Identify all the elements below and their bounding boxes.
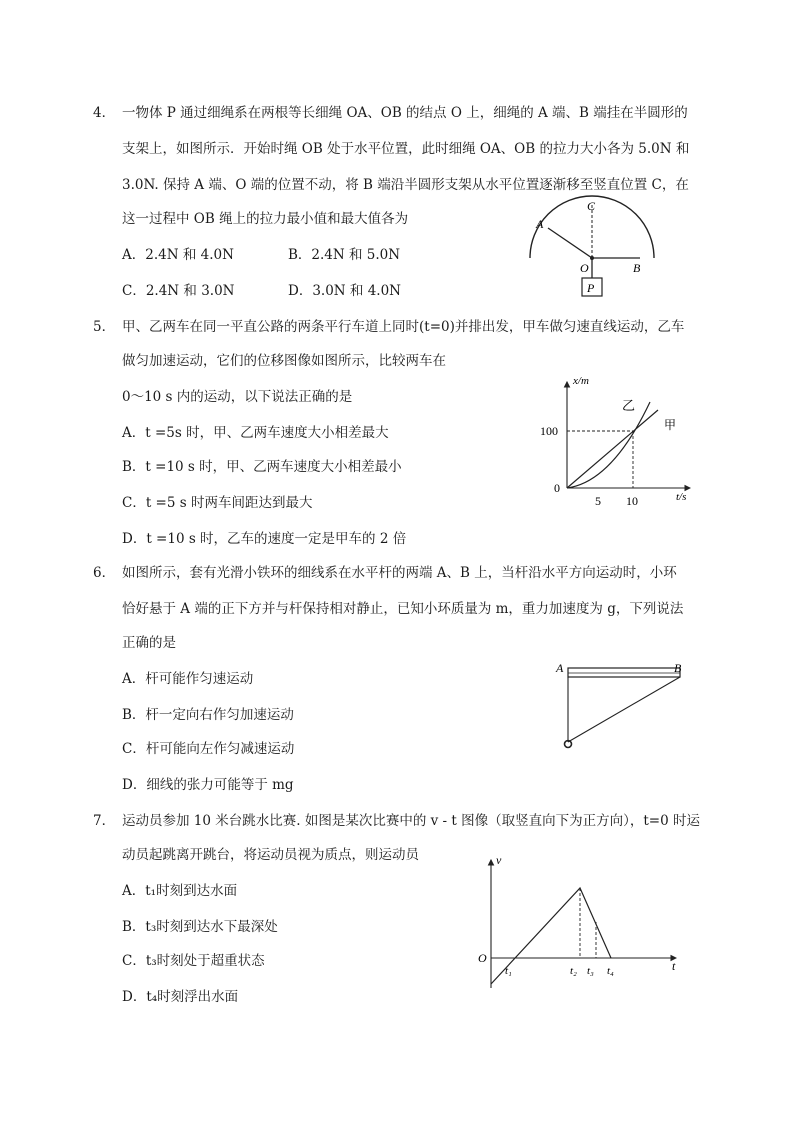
y-tick-100: 100 — [540, 424, 558, 438]
v-axis-label: v — [496, 853, 502, 867]
q4-line-2: 支架上，如图所示．开始时绳 OB 处于水平位置，此时细绳 OA、OB 的拉力大小各为 5.0N 和 — [122, 141, 690, 157]
q5-option-a: A．t =5s 时，甲、乙两车速度大小相差最大 — [122, 425, 389, 441]
tick-t1: t₁ — [505, 965, 512, 977]
label-p: P — [587, 281, 595, 295]
q4-line-3: 3.0N. 保持 A 端、O 端的位置不动，将 B 端沿半圆形支架从水平位置逐渐移至竖直位置 C，在 — [122, 177, 689, 193]
q7-line-2: 动员起跳离开跳台，将运动员视为质点，则运动员 — [122, 847, 419, 863]
x-tick-5: 5 — [595, 494, 601, 508]
q4-option-c: C．2.4N 和 3.0N — [122, 283, 235, 299]
q6-option-d: D．细线的张力可能等于 mg — [122, 777, 294, 793]
t-axis-label: t — [672, 959, 676, 973]
q6-option-c: C．杆可能向左作匀减速运动 — [122, 741, 295, 757]
q5-option-b: B．t =10 s 时，甲、乙两车速度大小相差最小 — [122, 459, 402, 475]
tick-t3: t₃ — [587, 965, 594, 977]
thread-to-b — [568, 677, 680, 742]
q5-option-c: C．t =5 s 时两车间距达到最大 — [122, 495, 313, 511]
q7-number: 7． — [93, 813, 116, 829]
q7-line-1: 运动员参加 10 米台跳水比赛. 如图是某次比赛中的 v - t 图像（取竖直向下为正方向），t=0 时运 — [122, 813, 700, 829]
label-a: A — [556, 661, 564, 675]
q5-line-1: 甲、乙两车在同一平直公路的两条平行车道上同时(t=0)并排出发，甲车做匀速直线运动，乙车 — [122, 319, 685, 335]
origin-label: O — [478, 951, 487, 965]
q4-option-a: A．2.4N 和 4.0N — [122, 247, 234, 263]
q4-number: 4． — [93, 105, 116, 121]
series-yi-curve — [567, 402, 650, 488]
label-yi: 乙 — [622, 398, 636, 413]
label-o: O — [580, 261, 589, 275]
q6-figure — [552, 660, 692, 755]
q7-figure — [476, 852, 686, 992]
label-jia: 甲 — [664, 418, 677, 432]
q6-line-3: 正确的是 — [122, 635, 176, 651]
q6-option-a: A．杆可能作匀速运动 — [122, 671, 254, 687]
q4-line-4: 这一过程中 OB 绳上的拉力最小值和最大值各为 — [122, 211, 409, 227]
q7-option-d: D．t₄时刻浮出水面 — [122, 989, 239, 1005]
q7-option-a: A．t₁时刻到达水面 — [122, 883, 238, 899]
label-b: B — [633, 261, 641, 275]
x-axis-label: t/s — [676, 491, 687, 503]
horizontal-rod — [568, 668, 680, 677]
q4-option-d: D．3.0N 和 4.0N — [288, 283, 401, 299]
series-jia-line — [567, 410, 658, 488]
q4-option-b: B．2.4N 和 5.0N — [288, 247, 401, 263]
q7-option-c: C．t₃时刻处于超重状态 — [122, 953, 265, 969]
q6-line-2: 恰好悬于 A 端的正下方并与杆保持相对静止，已知小环质量为 m，重力加速度为 g，下列说法 — [122, 601, 684, 617]
label-a: A — [536, 217, 544, 231]
q5-number: 5． — [93, 319, 116, 335]
label-b: B — [674, 661, 682, 675]
y-axis-label: x/m — [573, 375, 589, 387]
q5-line-3: 0～10 s 内的运动，以下说法正确的是 — [122, 389, 353, 405]
tick-t4: t₄ — [607, 965, 614, 977]
q6-line-1: 如图所示，套有光滑小铁环的细线系在水平杆的两端 A、B 上，当杆沿水平方向运动时，小环 — [122, 565, 677, 581]
q5-line-2: 做匀加速运动，它们的位移图像如图所示，比较两车在 — [122, 353, 446, 369]
q4-figure — [530, 198, 670, 298]
q6-option-b: B．杆一定向右作匀加速运动 — [122, 707, 294, 723]
q5-option-d: D．t =10 s 时，乙车的速度一定是甲车的 2 倍 — [122, 531, 407, 547]
tick-t2: t₂ — [570, 965, 577, 977]
label-c: C — [587, 199, 596, 213]
q6-number: 6． — [93, 565, 116, 581]
x-tick-10: 10 — [626, 494, 638, 508]
q4-line-1: 一物体 P 通过细绳系在两根等长细绳 OA、OB 的结点 O 上，细绳的 A 端、B 端挂在半圆形的 — [122, 105, 688, 121]
q5-figure — [540, 372, 700, 512]
q7-option-b: B．t₃时刻到达水下最深处 — [122, 919, 278, 935]
rope-oa — [548, 228, 592, 258]
x-tick-0: 0 — [554, 481, 560, 495]
